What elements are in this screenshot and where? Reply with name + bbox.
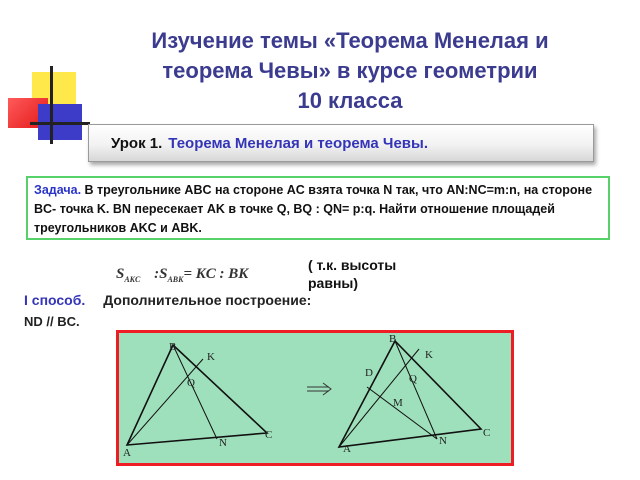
lesson-bar (88, 124, 594, 162)
formula-rhs: = KC : BK (183, 266, 249, 282)
right-label-a: A (343, 443, 351, 455)
right-label-n: N (439, 435, 447, 447)
slide-title-line2: теорема Чевы» в курсе геометрии (162, 58, 538, 83)
left-label-b: B (169, 341, 177, 353)
right-triangle (339, 341, 481, 447)
slide-title-line1: Изучение темы «Теорема Менелая и (151, 28, 549, 53)
slide-title-line3: 10 класса (297, 88, 403, 113)
formula-sub1: AKC (124, 275, 141, 284)
method-text: Дополнительное построение: (103, 292, 312, 308)
right-label-b: B (389, 333, 397, 345)
formula-s1: S (116, 266, 125, 282)
decor-vertical-line (50, 66, 53, 144)
slide-title (60, 26, 640, 116)
method-line (24, 292, 311, 308)
right-ak-line (339, 349, 419, 447)
area-ratio-formula (116, 266, 248, 284)
left-label-c: C (265, 429, 273, 441)
formula-colon: :S (150, 266, 168, 282)
right-label-q: Q (409, 373, 417, 385)
figure-panel (116, 330, 514, 466)
left-label-a: A (123, 447, 131, 459)
left-ak-line (127, 359, 203, 445)
method-label: I способ. (24, 292, 86, 308)
task-label: Задача. (34, 183, 82, 197)
decor-horizontal-line (30, 122, 90, 125)
formula-sub2: ABK (167, 275, 184, 284)
left-label-q: Q (187, 377, 195, 389)
left-triangle (127, 345, 267, 445)
lesson-topic: Теорема Менелая и теорема Чевы. (168, 134, 428, 152)
triangles-drawing (119, 333, 511, 463)
task-box (26, 176, 610, 240)
right-label-d: D (365, 367, 373, 379)
left-label-k: K (207, 351, 215, 363)
lesson-number: Урок 1. (111, 134, 163, 152)
task-text: В треугольнике ABC на стороне AC взята точка N так, что AN:NC=m:n, на стороне BC- точка K. BN пересекает AK в точке Q, BQ : QN= p:q. Найти отношение площадей треугольников AKC и ABK. (34, 183, 593, 235)
left-label-n: N (219, 437, 227, 449)
right-label-c: C (483, 427, 491, 439)
right-label-m: M (393, 397, 403, 409)
right-nd-line (367, 387, 437, 439)
construction-text: ND // BC. (24, 314, 80, 329)
heights-note: ( т.к. высоты равны) (308, 257, 397, 291)
arrow-head (323, 383, 331, 395)
right-label-k: K (425, 349, 433, 361)
